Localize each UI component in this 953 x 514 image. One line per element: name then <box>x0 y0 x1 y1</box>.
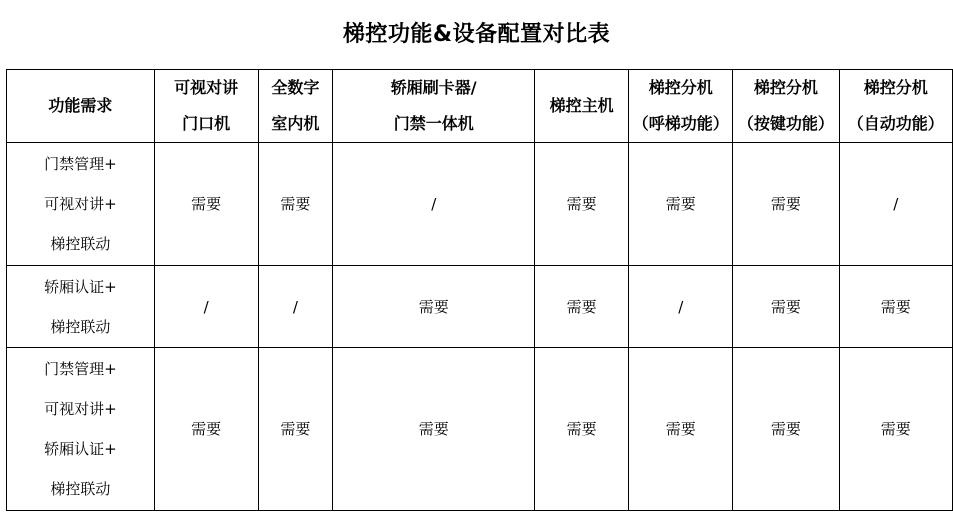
page-title: 梯控功能&设备配置对比表 <box>342 22 611 47</box>
header-line: 功能需求 <box>48 96 113 115</box>
table-cell: 需要 <box>629 143 733 266</box>
header-line: （呼梯功能） <box>632 114 729 133</box>
header-cell-function <box>7 70 155 143</box>
row-label-line: 可视对讲+ <box>44 400 117 418</box>
table-cell: 需要 <box>839 348 953 511</box>
row-label-line: 梯控联动 <box>50 235 111 253</box>
table-cell: 需要 <box>535 143 629 266</box>
header-line: 梯控分机 <box>648 78 713 97</box>
table-cell: 需要 <box>733 266 839 348</box>
table-cell: 需要 <box>535 348 629 511</box>
header-cell-elevator-controller <box>535 70 629 143</box>
header-line: 梯控分机 <box>863 78 928 97</box>
row-label-line: 梯控联动 <box>50 317 111 336</box>
header-cell-indoor-unit <box>258 70 333 143</box>
table-row <box>7 266 953 348</box>
table-row <box>7 143 953 266</box>
header-line: 室内机 <box>271 114 320 133</box>
header-row <box>7 70 953 143</box>
row-label-line: 轿厢认证+ <box>44 440 117 458</box>
row-label-cell <box>7 348 155 511</box>
header-line: （自动功能） <box>847 114 944 133</box>
row-label-line: 门禁管理+ <box>44 155 117 173</box>
header-cell-door-station <box>154 70 258 143</box>
table-cell: 需要 <box>535 266 629 348</box>
table-row <box>7 348 953 511</box>
table-cell: / <box>154 266 258 348</box>
header-cell-card-reader <box>333 70 535 143</box>
table-cell: 需要 <box>333 348 535 511</box>
comparison-table <box>6 69 953 511</box>
table-cell: / <box>258 266 333 348</box>
table-cell: / <box>629 266 733 348</box>
row-label-line: 轿厢认证+ <box>44 277 117 296</box>
table-cell: / <box>333 143 535 266</box>
table-cell: 需要 <box>258 348 333 511</box>
table-cell: / <box>839 143 953 266</box>
row-label-line: 可视对讲+ <box>44 195 117 213</box>
table-cell: 需要 <box>333 266 535 348</box>
header-cell-submodule-auto <box>839 70 953 143</box>
row-label-cell <box>7 266 155 348</box>
header-line: 全数字 <box>271 78 320 97</box>
header-line: 轿厢刷卡器/ <box>390 78 477 97</box>
table-cell: 需要 <box>154 143 258 266</box>
row-label-cell <box>7 143 155 266</box>
header-line: （按键功能） <box>737 114 834 133</box>
table-cell: 需要 <box>839 266 953 348</box>
header-line: 门禁一体机 <box>393 114 474 133</box>
header-cell-submodule-button <box>733 70 839 143</box>
header-cell-submodule-call <box>629 70 733 143</box>
header-line: 梯控主机 <box>549 96 614 115</box>
table-cell: 需要 <box>629 348 733 511</box>
header-line: 门口机 <box>182 114 231 133</box>
table-cell: 需要 <box>154 348 258 511</box>
table-cell: 需要 <box>733 348 839 511</box>
header-line: 梯控分机 <box>753 78 818 97</box>
table-cell: 需要 <box>258 143 333 266</box>
row-label-line: 门禁管理+ <box>44 360 117 378</box>
table-cell: 需要 <box>733 143 839 266</box>
header-line: 可视对讲 <box>174 78 239 97</box>
row-label-line: 梯控联动 <box>50 480 111 498</box>
